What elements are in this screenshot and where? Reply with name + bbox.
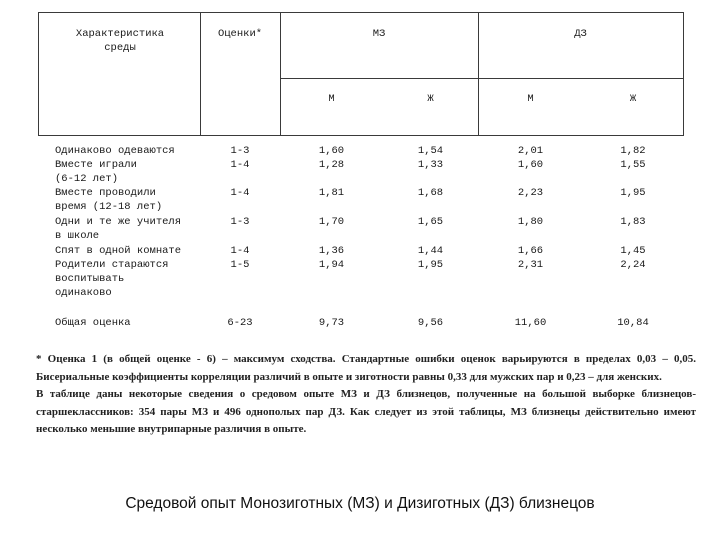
row-label: Одни и те же учителя в школе — [55, 216, 182, 242]
row-dz-male: 1,80 — [517, 216, 544, 228]
row-dz-male: 1,66 2,31 — [517, 245, 544, 271]
row-scores: 1-4 — [230, 187, 250, 199]
row-dz-female: 1,83 — [620, 216, 646, 228]
row-mz-male: 1,60 1,28 — [318, 145, 345, 171]
row-dz-male: 2,23 — [517, 187, 544, 199]
row-dz-female: 1,95 — [620, 187, 646, 199]
row-mz-female: 9,56 — [417, 317, 444, 329]
header-dz-female: Ж — [629, 93, 637, 105]
row-scores: 1-4 1-5 — [230, 245, 250, 271]
footnote-paragraph: * Оценка 1 (в общей оценке - 6) – максимум сходства. Стандартные ошибки оценок варьируются в пределах 0,03 – 0,05. Бисериальные коэффициенты корреляции различий в опыте и зиготности равны 0,33 для мужских пар и 0,23 – для женских. — [36, 353, 696, 383]
row-dz-female: 1,45 2,24 — [620, 245, 646, 271]
table-border-top — [38, 12, 684, 13]
row-dz-male: 11,60 — [514, 317, 547, 329]
row-mz-female: 1,54 1,33 — [417, 145, 444, 171]
row-label: Спят в одной комнате Родители стараются воспитывать одинаково — [55, 245, 182, 299]
header-characteristic: Характеристика среды — [75, 28, 165, 54]
header-mz: МЗ — [372, 28, 386, 40]
subheader-rule — [280, 78, 684, 79]
row-mz-male: 1,81 — [318, 187, 345, 199]
row-label: Вместе проводили время (12-18 лет) — [55, 187, 163, 213]
header-scores: Оценки* — [217, 28, 263, 40]
table-notes — [36, 351, 696, 439]
table-border-left — [38, 12, 39, 136]
row-mz-female: 1,44 1,95 — [417, 245, 444, 271]
description-paragraph: В таблице даны некоторые сведения о средовом опыте МЗ и ДЗ близнецов, полученные на большой выборке близнецов-старшеклассников: 354 пары МЗ и 496 однополых пар ДЗ. Как следует из этой таблицы, МЗ близнецы действительно имеют несколько меньшие внутрипарные различия в опыте. — [36, 388, 696, 435]
header-mz-male: М — [328, 93, 335, 105]
header-dz-male: М — [527, 93, 534, 105]
slide-caption: Средовой опыт Монозиготных (МЗ) и Дизиготных (ДЗ) близнецов — [125, 495, 595, 512]
row-dz-female: 10,84 — [617, 317, 649, 329]
row-mz-male: 9,73 — [318, 317, 345, 329]
header-mz-female: Ж — [427, 93, 434, 105]
row-label-total: Общая оценка — [55, 317, 131, 329]
row-mz-male: 1,70 — [318, 216, 345, 228]
row-mz-female: 1,68 — [417, 187, 444, 199]
row-dz-male: 2,01 1,60 — [517, 145, 544, 171]
row-mz-female: 1,65 — [417, 216, 444, 228]
row-dz-female: 1,82 1,55 — [620, 145, 646, 171]
row-mz-male: 1,36 1,94 — [318, 245, 345, 271]
table-border-right — [683, 12, 684, 136]
header-bottom-rule — [38, 135, 684, 136]
row-scores: 1-3 1-4 — [230, 145, 250, 171]
row-scores: 1-3 — [230, 216, 250, 228]
row-scores: 6-23 — [227, 317, 253, 329]
header-dz: ДЗ — [574, 28, 587, 40]
row-label: Одинаково одеваются Вместе играли (6-12 лет) — [55, 145, 175, 185]
